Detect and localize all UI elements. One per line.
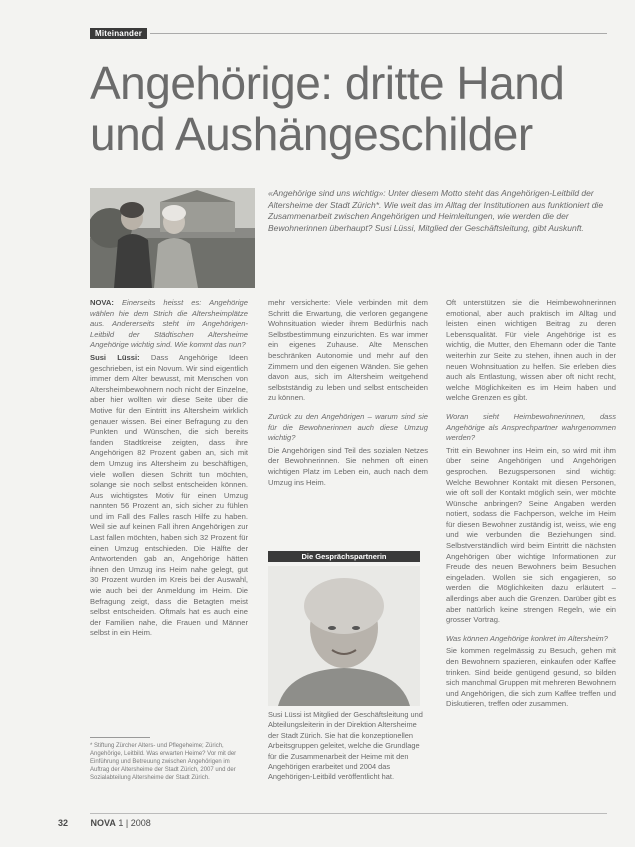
- column-1: [90, 298, 248, 641]
- bottom-rule: [90, 813, 607, 814]
- page-number: 32: [58, 818, 69, 828]
- question-text: Zurück zu den Angehörigen – warum sind sie für die Bewohnerinnen auch diese Umzug wichtig?: [268, 411, 428, 443]
- question-paragraph: [90, 298, 248, 351]
- page-title: [90, 58, 630, 160]
- body-paragraph: Tritt ein Bewohner ins Heim ein, so wird mit ihm über seine Angehörigen und Angehörigen gesprochen. Bezugspersonen sind wichtig: Welche Bewohner Kontakt mit diesen Personen, wie oft soll der Kontakt möglich sein, wer möchte Wünsche anbringen? Seine Angaben werden notiert, sodass die Fachperson, welche im Heim für diesen Bewohner zuständig ist, weiss, wie eng und wie verbunden die Beziehungen sind. Selbstverständlich wird beim Eintritt die nächsten Angehörigen über wichtige Informationen zur Freude des neuen Bewohners beim Besuchen eingeladen. Wollen sie sich engagieren, so werden die Möglichkeiten dazu erläutert – allerdings aber auch die Grenzen. Darüber gibt es aber natürlich keine strengen Regeln, wie ein grosser Vortrag.: [446, 445, 616, 625]
- photo-two-women: [90, 188, 255, 288]
- body-paragraph: Sie kommen regelmässig zu Besuch, gehen mit den Bewohnern spazieren, einkaufen oder Kaffee trinken. Sind beide genügend gesund, so bilden sich manchmal Gruppen mit mehreren Bewohnern und Angehörigen, die sich zum Kaffee treffen und Diskutieren, treffen oder zusammen.: [446, 646, 616, 709]
- sidebar-box-label: Die Gesprächspartnerin: [268, 551, 420, 562]
- column-2: [268, 298, 428, 490]
- answer-text: Dass Angehörige Ideen geschrieben, ist ein Novum. Wir sind eigentlich immer dem Alter bewusst, mit Menschen von Altersheimbewohnern noch nicht der Einzelne, aber hier wollten wir diese Seite über die Motive für den Eintritt ins Altersheim wirklich genauer wissen. Bei einer Befragung zu den Punkten und Wünschen, die sich bereits fanden Stadtkreise zeigten, dass ihre Angehörigen 82 Prozent gaben an, sich mit dem Umzug ins Altersheim zu beschäftigen, viele wollen diesen Schritt tun möchten, solange sie noch selbst entscheiden können. Aus wichtigstes Motiv für einen Umzug nannten 56 Prozent an, sich sicher zu fühlen und im Fall des Falles rasch Hilfe zu haben. Weil sie auf keinen Fall ihren Angehörigen zur Last fallen möchten, haben sich 32 Prozent für einen Umzug entschieden. Die Hälfte der Antwortenden gab an, Angehörige hätten ihnen den Umzug ins Heim nahe gelegt, gut 30 Prozent wurden im Kreis bei der Auswahl, wie auch bei der Anmeldung im Heim. Die Befragung zeigt, dass die Betagten meist selbst entscheiden. Oftmals hat es auch eine der Familien nahe, die Frauen und Männer selbst in ein Heim.: [90, 352, 248, 638]
- question-text: Was können Angehörige konkret im Altersheim?: [446, 633, 608, 643]
- title-line-1: Angehörige: dritte Hand: [90, 57, 565, 109]
- portrait-image: [268, 566, 420, 706]
- column-3: [446, 298, 616, 712]
- top-rule: [150, 33, 607, 34]
- intro-text: «Angehörige sind uns wichtig»: Unter diesem Motto steht das Angehörigen-Leitbild der Altersheime der Stadt Zürich*. Wie weit das im Alltag der Institutionen aus funktioniert die Zusammenarbeit zwischen Angehörigen und Heimleitungen, wie werden die der Bewohnerinnen überhaupt? Susi Lüssi, Mitglied der Geschäftsleitung, gibt Auskunft.: [268, 188, 604, 233]
- interviewer-label: NOVA:: [90, 298, 114, 307]
- footnote: * Stiftung Zürcher Alters- und Pflegeheime; Zürich, Angehörige, Leitbild. Was erwarten Heime? Vor mit der Einführung und Betreuung zwischen Angehörigen im Auftrag der Altersheime der Stadt Zürich, 2007 und der Sozialabteilung Altersheime der Stadt Zürich.: [90, 743, 237, 781]
- section-tag: Miteinander: [90, 28, 147, 39]
- portrait-photo: [268, 566, 420, 706]
- body-paragraph: mehr versicherte: Viele verbinden mit dem Schritt die Erwartung, die verloren gegangene Wohnsituation wieder ihrem Bedürfnis nach Selbstbestimmung einzurichten. Es war immer ein eigenes Zuhause. Alte Menschen beschränken Autonomie und mehr auf den Zimmern und den eigenen Wänden. Sie gehen davon aus, sich im Altersheim weitgehend selbstständig zu leben und selbst entscheiden zu können.: [268, 298, 428, 403]
- answer-paragraph: [90, 353, 248, 639]
- footnote-rule: [90, 737, 150, 738]
- body-paragraph: Oft unterstützen sie die Heimbewohnerinnen emotional, aber auch praktisch im Alltag und leisten einen wichtigen Beitrag zu deren Lebensqualität. Für viele Angehörige ist es wichtig, die Mutter, den Ehemann oder die Tante weiterhin zur Seite zu stehen, ihnen auch in der neuen Wohnsituation zu helfen. Sie erleben dies auch als Entlastung, wissen aber oft nicht recht, welche Möglichkeiten es im Heim haben und welche Grenzen es gibt.: [446, 298, 616, 403]
- magazine-name: NOVA: [90, 818, 116, 828]
- body-paragraph: Die Angehörigen sind Teil des sozialen Netzes der Bewohnerinnen. Sie nehmen oft einen wichtigen Platz im Leben ein, auch nach dem Umzug ins Heim.: [268, 445, 428, 487]
- title-line-2: und Aushängeschilder: [90, 108, 533, 160]
- question-text: Woran sieht Heimbewohnerinnen, dass Angehörige als Ansprechpartner wahrgenommen werden?: [446, 411, 616, 443]
- speaker-label: Susi Lüssi:: [90, 352, 140, 362]
- issue-number: 1 | 2008: [118, 818, 151, 828]
- sidebar-box-caption: Susi Lüssi ist Mitglied der Geschäftsleitung und Abteilungsleiterin in der Direktion Altersheime der Stadt Zürich. Sie hat die konzeptionellen Arbeitsgruppen geleitet, welche die Grundlage für die Zusammenarbeit der Heime mit den Angehörigen erarbeitet und 2004 das Angehörigen-Leitbild veröffentlicht hat.: [268, 710, 423, 782]
- photo-two-women-image: [90, 188, 255, 288]
- folio: [58, 818, 151, 828]
- question-text: Einerseits heisst es: Angehörige wählen hie dem Strich die Altersheimplätze aus. Andererseits steht im Angehörigen-Leitbild der Städtischen Altersheime Angehörige wichtig sind. Wie kommt das nun?: [90, 298, 248, 350]
